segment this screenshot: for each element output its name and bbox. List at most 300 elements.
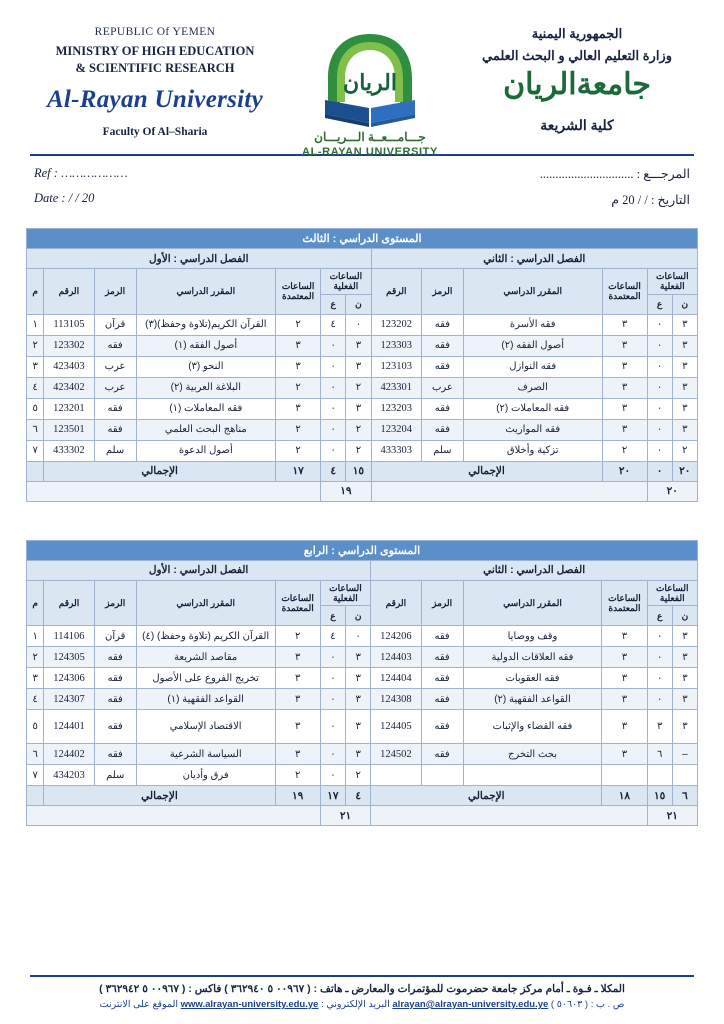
col-number-left: الرقم bbox=[371, 269, 421, 315]
table-row bbox=[27, 377, 698, 398]
cell-subject: بحث التخرج bbox=[463, 744, 602, 765]
cell-number: 124401 bbox=[44, 710, 94, 744]
cell-empty bbox=[371, 765, 421, 786]
cell-actual-p: ٠ bbox=[321, 335, 346, 356]
total-actual-n-right: ١٥ bbox=[346, 461, 371, 481]
cell-actual-p: ٠ bbox=[321, 377, 346, 398]
cell-code: فقه bbox=[94, 668, 136, 689]
cell-actual-n: ٢ bbox=[346, 765, 371, 786]
cell-empty bbox=[602, 765, 647, 786]
cell-subject: القرآن الكريم (تلاوة وحفظ) (٤) bbox=[136, 626, 275, 647]
total-actual-n-left: ٢٠ bbox=[672, 461, 697, 481]
cell-actual-n: ٢ bbox=[346, 377, 371, 398]
cell-number: 423402 bbox=[44, 377, 94, 398]
cell-seq: ٦ bbox=[27, 419, 44, 440]
cell-subject: فقه المواريث bbox=[463, 419, 602, 440]
level-title-row bbox=[27, 540, 698, 560]
col-number-right: الرقم bbox=[44, 269, 94, 315]
total-credit-right: ١٧ bbox=[276, 461, 321, 481]
grand-total-left: ٢١ bbox=[647, 806, 698, 826]
col-actual-n-left: ن bbox=[672, 294, 697, 314]
cell-actual-n: ٣ bbox=[346, 710, 371, 744]
website-url[interactable]: www.alrayan-university.edu.ye bbox=[180, 999, 319, 1010]
cell-code: فقه bbox=[421, 626, 463, 647]
col-actual-p-left: ع bbox=[647, 606, 672, 626]
cell-subject: أصول الدعوة bbox=[136, 440, 275, 461]
cell-seq: ٤ bbox=[27, 689, 44, 710]
col-subject-right: المقرر الدراسي bbox=[136, 580, 275, 626]
cell-actual-p: ٠ bbox=[320, 710, 345, 744]
cell-actual-p: ٠ bbox=[320, 765, 345, 786]
cell-subject: فقه المعاملات (٢) bbox=[463, 398, 602, 419]
cell-number: 113105 bbox=[44, 314, 94, 335]
grand-total-left: ٢٠ bbox=[647, 481, 697, 501]
country-line-ar: الجمهورية اليمنية bbox=[531, 26, 623, 41]
total-label-left: الإجمالي bbox=[371, 786, 602, 806]
table-row bbox=[27, 765, 698, 786]
cell-code: سلم bbox=[94, 440, 136, 461]
cell-seq: ٣ bbox=[27, 356, 44, 377]
cell-subject: القواعد الفقهية (٢) bbox=[463, 689, 602, 710]
cell-number: 124404 bbox=[371, 668, 421, 689]
term-left-title: الفصل الدراسي : الثاني bbox=[371, 560, 698, 580]
cell-actual-n: ٣ bbox=[346, 744, 371, 765]
cell-credit: ٣ bbox=[602, 626, 647, 647]
svg-text:الريان: الريان bbox=[343, 70, 397, 95]
cell-actual-p: ٠ bbox=[647, 356, 672, 377]
cell-subject: فقه القضاء والإثبات bbox=[463, 710, 602, 744]
cell-credit: ٣ bbox=[602, 647, 647, 668]
cell-subject: الاقتصاد الإسلامي bbox=[136, 710, 275, 744]
cell-credit: ٣ bbox=[602, 335, 647, 356]
level-three-table bbox=[26, 228, 698, 502]
cell-credit: ٢ bbox=[276, 377, 321, 398]
table-row bbox=[27, 335, 698, 356]
cell-code: فقه bbox=[421, 398, 463, 419]
cell-actual-p: ٦ bbox=[647, 744, 672, 765]
cell-seq: ٦ bbox=[27, 744, 44, 765]
logo-english-name: AL-RAYAN UNIVERSITY bbox=[302, 146, 438, 158]
cell-credit: ٣ bbox=[602, 689, 647, 710]
grand-totals-row bbox=[27, 806, 698, 826]
ref-field[interactable]: Ref : ……………… bbox=[34, 166, 128, 180]
cell-number: 433302 bbox=[44, 440, 94, 461]
cell-actual-p: ٤ bbox=[321, 314, 346, 335]
cell-code: فقه bbox=[421, 335, 463, 356]
cell-code: فقه bbox=[94, 335, 136, 356]
cell-actual-n: ٣ bbox=[672, 356, 697, 377]
total-seq-spacer bbox=[27, 786, 44, 806]
cell-code: فقه bbox=[421, 356, 463, 377]
cell-seq: ٥ bbox=[27, 710, 44, 744]
table-row bbox=[27, 668, 698, 689]
cell-actual-n: ٢ bbox=[346, 440, 371, 461]
email-address[interactable]: alrayan@alrayan-university.edu.ye bbox=[392, 999, 549, 1010]
header-logo bbox=[280, 26, 460, 158]
cell-number: 123203 bbox=[371, 398, 421, 419]
col-actual-right: الساعات الفعلية bbox=[320, 580, 371, 606]
grand-total-right: ٢١ bbox=[320, 806, 371, 826]
cell-code: فقه bbox=[421, 647, 463, 668]
cell-subject: الصرف bbox=[463, 377, 602, 398]
cell-code: عرب bbox=[421, 377, 463, 398]
cell-actual-n: ٠ bbox=[346, 626, 371, 647]
document-footer bbox=[0, 975, 724, 1010]
cell-code: فقه bbox=[421, 314, 463, 335]
ministry-line-2: & SCIENTIFIC RESEARCH bbox=[75, 60, 235, 75]
grand-total-right: ١٩ bbox=[321, 481, 371, 501]
term-left-title: الفصل الدراسي : الثاني bbox=[371, 249, 697, 269]
cell-credit: ٣ bbox=[602, 710, 647, 744]
cell-actual-p: ٠ bbox=[647, 626, 672, 647]
cell-seq: ٧ bbox=[27, 765, 44, 786]
totals-row bbox=[27, 786, 698, 806]
cell-number: 124308 bbox=[371, 689, 421, 710]
cell-actual-n: ٣ bbox=[346, 647, 371, 668]
cell-seq: ١ bbox=[27, 314, 44, 335]
cell-credit: ٣ bbox=[275, 710, 320, 744]
term-title-row bbox=[27, 249, 698, 269]
cell-actual-p: ٠ bbox=[647, 335, 672, 356]
cell-actual-p: ٠ bbox=[647, 419, 672, 440]
cell-credit: ٢ bbox=[276, 440, 321, 461]
col-credit-left: الساعات المعتمدة bbox=[602, 269, 647, 315]
cell-number: 124206 bbox=[371, 626, 421, 647]
cell-code: سلم bbox=[94, 765, 136, 786]
cell-credit: ٣ bbox=[275, 668, 320, 689]
faculty-name-ar: كلية الشريعة bbox=[540, 116, 614, 133]
cell-actual-p: ٠ bbox=[321, 356, 346, 377]
cell-actual-n: ٣ bbox=[672, 335, 697, 356]
cell-number: 124403 bbox=[371, 647, 421, 668]
cell-seq: ٧ bbox=[27, 440, 44, 461]
cell-code: فقه bbox=[94, 419, 136, 440]
website-label: الموقع على الانترنت bbox=[99, 999, 178, 1010]
cell-code: فقه bbox=[94, 689, 136, 710]
date-field[interactable]: Date : / / 20 bbox=[34, 191, 95, 205]
cell-actual-p: ٠ bbox=[321, 419, 346, 440]
cell-code: فقه bbox=[94, 744, 136, 765]
cell-seq: ٤ bbox=[27, 377, 44, 398]
cell-subject: النحو (٣) bbox=[136, 356, 275, 377]
cell-subject: تخريج الفروع على الأصول bbox=[136, 668, 275, 689]
ministry-line-ar: وزارة التعليم العالي و البحث العلمي bbox=[482, 48, 672, 63]
col-actual-left: الساعات الفعلية bbox=[647, 269, 697, 295]
cell-code: فقه bbox=[94, 647, 136, 668]
cell-number: 123201 bbox=[44, 398, 94, 419]
total-actual-p-right: ١٧ bbox=[320, 786, 345, 806]
cell-number: 124502 bbox=[371, 744, 421, 765]
cell-subject: فقه الأسرة bbox=[463, 314, 602, 335]
cell-actual-n: ٣ bbox=[672, 689, 697, 710]
cell-seq: ٢ bbox=[27, 647, 44, 668]
email-label: البريد الإلكتروني : bbox=[321, 999, 390, 1010]
cell-actual-n: ٣ bbox=[672, 647, 697, 668]
cell-number: 123103 bbox=[371, 356, 421, 377]
cell-credit: ٣ bbox=[602, 419, 647, 440]
date-field-ar[interactable]: التاريخ : / / 20 م bbox=[611, 193, 690, 207]
cell-seq: ٥ bbox=[27, 398, 44, 419]
cell-code: قرآن bbox=[94, 314, 136, 335]
cell-subject: فقه النوازل bbox=[463, 356, 602, 377]
university-logo-icon bbox=[295, 28, 445, 128]
cell-actual-n: ٣ bbox=[346, 335, 371, 356]
table-row bbox=[27, 647, 698, 668]
cell-code: فقه bbox=[94, 398, 136, 419]
cell-code: فقه bbox=[421, 668, 463, 689]
grand-totals-row bbox=[27, 481, 698, 501]
cell-number: 423301 bbox=[371, 377, 421, 398]
cell-code: عرب bbox=[94, 377, 136, 398]
cell-credit: ٢ bbox=[275, 765, 320, 786]
col-code-right: الرمز bbox=[94, 269, 136, 315]
cell-subject: مقاصد الشريعة bbox=[136, 647, 275, 668]
cell-number: 123501 bbox=[44, 419, 94, 440]
cell-number: 124402 bbox=[44, 744, 94, 765]
cell-empty bbox=[672, 765, 697, 786]
cell-actual-p: ٠ bbox=[647, 440, 672, 461]
cell-number: 123303 bbox=[371, 335, 421, 356]
cell-subject: فقه المعاملات (١) bbox=[136, 398, 275, 419]
cell-subject: البلاغة العربية (٢) bbox=[136, 377, 275, 398]
col-credit-right: الساعات المعتمدة bbox=[275, 580, 320, 626]
table-row bbox=[27, 689, 698, 710]
table-row bbox=[27, 356, 698, 377]
level-title-row bbox=[27, 229, 698, 249]
cell-code: فقه bbox=[421, 710, 463, 744]
cell-subject: فقه العقوبات bbox=[463, 668, 602, 689]
cell-actual-n: ٣ bbox=[346, 668, 371, 689]
cell-credit: ٣ bbox=[275, 689, 320, 710]
cell-code: فقه bbox=[94, 710, 136, 744]
table-row bbox=[27, 440, 698, 461]
cell-credit: ٣ bbox=[602, 744, 647, 765]
cell-subject: أصول الفقه (١) bbox=[136, 335, 275, 356]
cell-actual-n: ٣ bbox=[672, 419, 697, 440]
cell-actual-p: ٣ bbox=[647, 710, 672, 744]
term-right-title: الفصل الدراسي : الأول bbox=[27, 249, 372, 269]
grand-total-right-spacer bbox=[27, 481, 321, 501]
cell-number: 124305 bbox=[44, 647, 94, 668]
col-credit-right: الساعات المعتمدة bbox=[276, 269, 321, 315]
table-row bbox=[27, 744, 698, 765]
logo-arabic-name: جـــامـــعــة الـــريـــان bbox=[314, 130, 426, 144]
term-title-row bbox=[27, 560, 698, 580]
cell-seq: ٢ bbox=[27, 335, 44, 356]
footer-address: المكلا ـ فـوة ـ أمام مركز جامعة حضرموت للمؤتمرات والمعارض ـ هاتف : ( ٠٠٩٦٧ ٥ ٣٦٢٩٤٠ ) فاكس : ( ٠٠٩٦٧ ٥ ٣٦٢٩٤٢ ) bbox=[99, 983, 625, 995]
col-actual-n-right: ن bbox=[346, 606, 371, 626]
cell-empty bbox=[463, 765, 602, 786]
country-line: REPUBLIC Of YEMEN bbox=[94, 26, 216, 38]
grand-total-left-spacer bbox=[371, 481, 647, 501]
cell-credit: ٢ bbox=[275, 626, 320, 647]
cell-code: قرآن bbox=[94, 626, 136, 647]
cell-credit: ٣ bbox=[602, 398, 647, 419]
cell-code: فقه bbox=[421, 689, 463, 710]
level-three-block bbox=[26, 228, 698, 502]
col-seq: م bbox=[27, 269, 44, 315]
cell-actual-p: ٠ bbox=[320, 668, 345, 689]
cell-seq: ١ bbox=[27, 626, 44, 647]
cell-subject: فقه العلاقات الدولية bbox=[463, 647, 602, 668]
column-header-row bbox=[27, 580, 698, 606]
table-row bbox=[27, 419, 698, 440]
cell-subject: القرآن الكريم(تلاوة وحفظ)(٣) bbox=[136, 314, 275, 335]
cell-actual-p: ٠ bbox=[647, 689, 672, 710]
cell-credit: ٣ bbox=[602, 314, 647, 335]
header-right-arabic bbox=[460, 26, 694, 134]
total-label-right: الإجمالي bbox=[44, 461, 276, 481]
col-code-right: الرمز bbox=[94, 580, 136, 626]
cell-actual-n: ٣ bbox=[672, 377, 697, 398]
cell-number: 123204 bbox=[371, 419, 421, 440]
level-title: المستوى الدراسي : الثالث bbox=[27, 229, 698, 249]
cell-subject: تزكية وأخلاق bbox=[463, 440, 602, 461]
total-credit-left: ١٨ bbox=[602, 786, 647, 806]
footer-contact-line bbox=[30, 999, 694, 1010]
document-header bbox=[0, 0, 724, 158]
reference-right bbox=[540, 166, 690, 218]
cell-code: فقه bbox=[421, 744, 463, 765]
cell-credit: ٣ bbox=[275, 647, 320, 668]
col-code-left: الرمز bbox=[421, 580, 463, 626]
ministry-line-1: MINISTRY OF HIGH EDUCATION bbox=[55, 44, 255, 58]
cell-subject: السياسة الشرعية bbox=[136, 744, 275, 765]
cell-credit: ٣ bbox=[602, 356, 647, 377]
university-wordmark-ar: جامعةالريان bbox=[503, 68, 651, 101]
cell-credit: ٣ bbox=[602, 668, 647, 689]
cell-actual-n: ٣ bbox=[346, 689, 371, 710]
logo-wrap bbox=[280, 28, 460, 132]
col-subject-right: المقرر الدراسي bbox=[136, 269, 275, 315]
col-seq: م bbox=[27, 580, 44, 626]
cell-credit: ٣ bbox=[276, 335, 321, 356]
cell-actual-p: ٤ bbox=[320, 626, 345, 647]
grand-total-left-spacer bbox=[371, 806, 647, 826]
cell-actual-n: ٠ bbox=[346, 314, 371, 335]
total-credit-right: ١٩ bbox=[275, 786, 320, 806]
university-name-en: Al-Rayan University bbox=[46, 85, 264, 113]
cell-empty bbox=[647, 765, 672, 786]
cell-actual-p: ٠ bbox=[647, 377, 672, 398]
col-code-left: الرمز bbox=[421, 269, 463, 315]
cell-subject: القواعد الفقهية (١) bbox=[136, 689, 275, 710]
cell-actual-n: – bbox=[672, 744, 697, 765]
total-actual-n-left: ٦ bbox=[672, 786, 697, 806]
reference-left bbox=[34, 166, 128, 218]
cell-code: فقه bbox=[421, 419, 463, 440]
cell-number: 124306 bbox=[44, 668, 94, 689]
cell-number: 123302 bbox=[44, 335, 94, 356]
cell-actual-n: ٣ bbox=[346, 398, 371, 419]
cell-code: عرب bbox=[94, 356, 136, 377]
cell-credit: ٣ bbox=[276, 356, 321, 377]
cell-actual-p: ٠ bbox=[321, 440, 346, 461]
col-actual-left: الساعات الفعلية bbox=[647, 580, 698, 606]
cell-empty bbox=[421, 765, 463, 786]
cell-credit: ٢ bbox=[602, 440, 647, 461]
col-actual-p-right: ع bbox=[321, 294, 346, 314]
cell-actual-p: ٠ bbox=[320, 689, 345, 710]
table-row bbox=[27, 626, 698, 647]
col-credit-left: الساعات المعتمدة bbox=[602, 580, 647, 626]
col-actual-n-left: ن bbox=[672, 606, 697, 626]
total-actual-p-right: ٤ bbox=[321, 461, 346, 481]
cell-actual-p: ٠ bbox=[647, 314, 672, 335]
ref-field-ar[interactable]: المرجـــع : .............................. bbox=[539, 167, 690, 181]
cell-subject: أصول الفقه (٢) bbox=[463, 335, 602, 356]
total-credit-left: ٢٠ bbox=[602, 461, 647, 481]
total-seq-spacer bbox=[27, 461, 44, 481]
cell-number: 434203 bbox=[44, 765, 94, 786]
table-row bbox=[27, 314, 698, 335]
reference-bar bbox=[0, 156, 724, 218]
cell-actual-n: ٢ bbox=[346, 419, 371, 440]
level-four-table bbox=[26, 540, 698, 827]
cell-subject: وقف ووصايا bbox=[463, 626, 602, 647]
cell-actual-n: ٣ bbox=[346, 356, 371, 377]
cell-credit: ٢ bbox=[276, 314, 321, 335]
footer-divider bbox=[30, 975, 694, 977]
col-actual-p-left: ع bbox=[647, 294, 672, 314]
cell-actual-p: ٠ bbox=[321, 398, 346, 419]
col-number-left: الرقم bbox=[371, 580, 421, 626]
total-label-right: الإجمالي bbox=[44, 786, 275, 806]
col-subject-left: المقرر الدراسي bbox=[463, 269, 602, 315]
cell-number: 433303 bbox=[371, 440, 421, 461]
cell-actual-n: ٣ bbox=[672, 668, 697, 689]
cell-number: 124307 bbox=[44, 689, 94, 710]
table-row bbox=[27, 710, 698, 744]
cell-credit: ٣ bbox=[602, 377, 647, 398]
col-number-right: الرقم bbox=[44, 580, 94, 626]
cell-number: 123202 bbox=[371, 314, 421, 335]
total-actual-p-left: ١٥ bbox=[647, 786, 672, 806]
cell-actual-n: ٣ bbox=[672, 398, 697, 419]
cell-number: 124405 bbox=[371, 710, 421, 744]
cell-credit: ٣ bbox=[276, 398, 321, 419]
level-four-block bbox=[26, 540, 698, 827]
cell-credit: ٣ bbox=[275, 744, 320, 765]
faculty-name-en: Faculty Of Al–Sharia bbox=[102, 125, 208, 138]
cell-actual-n: ٣ bbox=[672, 626, 697, 647]
cell-actual-n: ٣ bbox=[672, 710, 697, 744]
header-left-english bbox=[30, 26, 280, 138]
cell-subject: فرق وأديان bbox=[136, 765, 275, 786]
cell-credit: ٢ bbox=[276, 419, 321, 440]
column-header-row bbox=[27, 269, 698, 295]
level-title: المستوى الدراسي : الرابع bbox=[27, 540, 698, 560]
grand-total-right-spacer bbox=[27, 806, 321, 826]
col-actual-p-right: ع bbox=[320, 606, 345, 626]
cell-code: سلم bbox=[421, 440, 463, 461]
table-row bbox=[27, 398, 698, 419]
cell-actual-p: ٠ bbox=[647, 668, 672, 689]
po-box: ص . ب : ( ٥٠٦٠٣ ) bbox=[550, 999, 625, 1010]
col-actual-n-right: ن bbox=[346, 294, 371, 314]
cell-actual-p: ٠ bbox=[647, 398, 672, 419]
total-label-left: الإجمالي bbox=[371, 461, 602, 481]
cell-subject: مناهج البحث العلمي bbox=[136, 419, 275, 440]
cell-seq: ٣ bbox=[27, 668, 44, 689]
cell-actual-n: ٢ bbox=[672, 440, 697, 461]
col-subject-left: المقرر الدراسي bbox=[463, 580, 602, 626]
totals-row bbox=[27, 461, 698, 481]
total-actual-n-right: ٤ bbox=[346, 786, 371, 806]
cell-number: 423403 bbox=[44, 356, 94, 377]
cell-actual-p: ٠ bbox=[647, 647, 672, 668]
col-actual-right: الساعات الفعلية bbox=[321, 269, 371, 295]
